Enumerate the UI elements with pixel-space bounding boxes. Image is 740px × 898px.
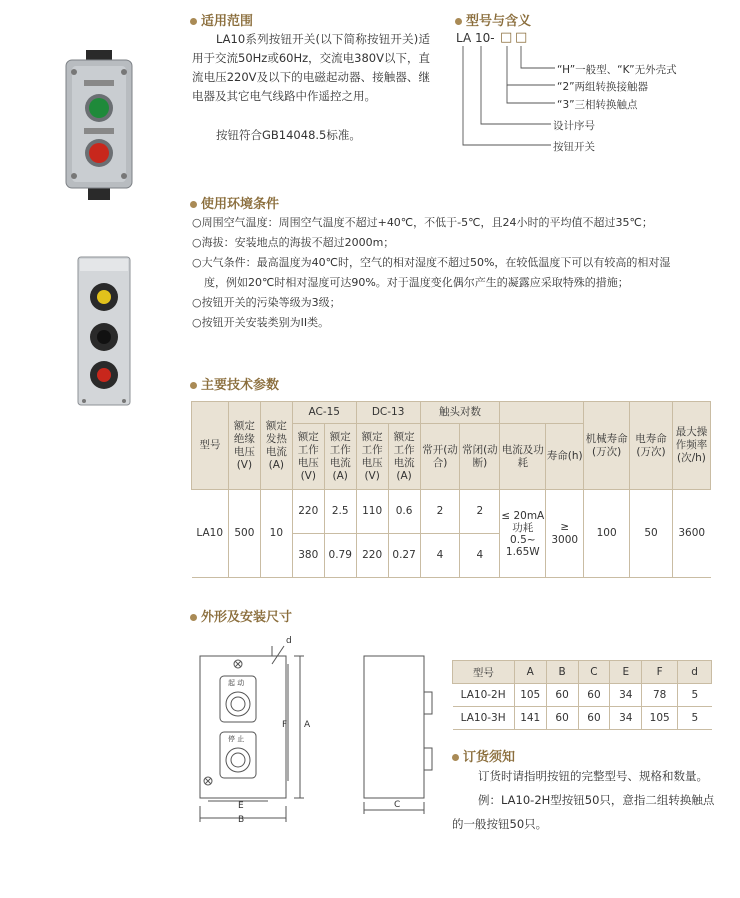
dim-cell: 78: [642, 684, 678, 707]
scope-paragraph: LA10系列按钮开关(以下简称按钮开关)适用于交流50Hz或60Hz，交流电380V以下，直流电压220V及以下的电磁起动器、接触器、继电器及其它电气线路中作遥控之用。: [192, 32, 430, 103]
model-box-2: □: [515, 30, 528, 45]
bullet-icon: [452, 754, 459, 761]
dim-cell: 5: [678, 684, 712, 707]
dim-cell: 141: [514, 707, 546, 730]
dim-label-btn1: 起 动: [228, 679, 245, 687]
environment-title: [190, 193, 279, 212]
bullet-icon: [190, 382, 197, 389]
model-leader-lines: [455, 44, 555, 154]
dimensions-title-text: 外形及安装尺寸: [201, 610, 293, 625]
model-desc-switch: 按钮开关: [553, 141, 595, 153]
model-box-1: □: [500, 30, 513, 45]
side-view-drawing: [356, 652, 436, 816]
bullet-icon: [190, 614, 197, 621]
th-rated-thermal-current: 额定发热电流(A): [260, 402, 292, 490]
model-desc-type: “H”一般型、“K”无外壳式: [557, 64, 677, 76]
dim-cell: 105: [514, 684, 546, 707]
dim-label-d: d: [286, 636, 292, 646]
env-item-install: ○按钮开关安装类别为II类。: [192, 316, 330, 329]
env-item-pollution: ○按钮开关的污染等级为3级；: [192, 296, 341, 309]
th-mech-life: 机械寿命(万次): [584, 402, 630, 490]
table-row: [453, 707, 712, 730]
dim-th-c: C: [578, 661, 610, 684]
cell-ith: 10: [260, 490, 292, 578]
env-item-altitude: ○海拔：安装地点的海拔不超过2000m；: [192, 236, 395, 249]
dim-cell: 60: [578, 684, 610, 707]
th-ac-current: 额定工作电流(A): [324, 424, 356, 490]
scope-title: [190, 10, 253, 29]
dimensions-title: [190, 606, 292, 625]
specs-title-text: 主要技术参数: [201, 378, 280, 393]
table-row: [453, 684, 712, 707]
order-line-1: 订货时请指明按钮的完整型号、规格和数量。: [478, 769, 708, 783]
cell-elec: 50: [630, 490, 673, 578]
bullet-icon: [455, 18, 462, 25]
env-item-temperature: ○周围空气温度：周围空气温度不超过+40℃，不低于-5℃，且24小时的平均值不超过35℃；: [192, 216, 653, 229]
th-model: 型号: [192, 402, 229, 490]
order-title: [452, 746, 515, 765]
dim-label-c: C: [394, 800, 401, 810]
model-code: LA 10-: [456, 31, 495, 45]
product-photo-3-button: [76, 255, 132, 407]
front-view-drawing: [190, 636, 330, 826]
th-dc-voltage: 额定工作电压(V): [356, 424, 388, 490]
model-title-text: 型号与含义: [466, 14, 532, 29]
cell-ui: 500: [228, 490, 260, 578]
cell-power: ≤ 20mA 功耗 0.5~ 1.65W: [500, 490, 546, 578]
cell-r1-ac-voltage: 220: [292, 490, 324, 534]
cell-life: ≥ 3000: [546, 490, 584, 578]
specs-table: [191, 401, 711, 578]
dim-label-e: E: [238, 801, 244, 811]
env-item-atmosphere-cont: 度，例如20℃时相对湿度可达90%。对于温度变化偶尔产生的凝露应采取特殊的措施；: [204, 276, 629, 289]
th-dc-current: 额定工作电流(A): [388, 424, 420, 490]
dim-cell: 34: [610, 684, 642, 707]
scope-standard: 按钮符合GB14048.5标准。: [216, 128, 361, 142]
dim-cell: 34: [610, 707, 642, 730]
th-normally-open: 常开(动合): [420, 424, 460, 490]
model-title: [455, 10, 531, 29]
dim-cell: LA10-2H: [453, 684, 515, 707]
cell-r1-no: 2: [420, 490, 460, 534]
dim-th-f: F: [642, 661, 678, 684]
product-photo-2-button: [62, 50, 136, 200]
cell-r1-dc-voltage: 110: [356, 490, 388, 534]
dim-cell: 60: [546, 707, 578, 730]
cell-r1-ac-current: 2.5: [324, 490, 356, 534]
dim-cell: 105: [642, 707, 678, 730]
order-title-text: 订货须知: [463, 750, 516, 765]
dim-cell: 60: [578, 707, 610, 730]
dim-cell: 60: [546, 684, 578, 707]
dim-th-model: 型号: [453, 661, 515, 684]
th-lifetime: 寿命(h): [546, 424, 584, 490]
cell-r2-no: 4: [420, 534, 460, 578]
bullet-icon: [190, 18, 197, 25]
th-elec-life: 电寿命(万次): [630, 402, 673, 490]
specs-title: [190, 374, 279, 393]
cell-mech: 100: [584, 490, 630, 578]
th-normally-closed: 常闭(动断): [460, 424, 500, 490]
order-line-3: 的一般按钮50只。: [452, 817, 548, 831]
th-dc13: DC-13: [356, 402, 420, 424]
model-desc-2: “2”两组转换接触器: [557, 81, 649, 93]
cell-r2-ac-voltage: 380: [292, 534, 324, 578]
dim-cell: 5: [678, 707, 712, 730]
th-ac-voltage: 额定工作电压(V): [292, 424, 324, 490]
dim-th-b: B: [546, 661, 578, 684]
dim-label-b: B: [238, 815, 245, 825]
th-blank: [500, 402, 584, 424]
th-rated-insulation-voltage: 额定绝缘电压(V): [228, 402, 260, 490]
cell-model: LA10: [192, 490, 229, 578]
cell-r2-ac-current: 0.79: [324, 534, 356, 578]
th-contacts: 触头对数: [420, 402, 500, 424]
cell-r1-nc: 2: [460, 490, 500, 534]
cell-r2-dc-voltage: 220: [356, 534, 388, 578]
cell-r2-dc-current: 0.27: [388, 534, 420, 578]
th-current-power: 电流及功耗: [500, 424, 546, 490]
scope-title-text: 适用范围: [201, 14, 254, 29]
dim-th-d: d: [678, 661, 712, 684]
environment-title-text: 使用环境条件: [201, 197, 280, 212]
bullet-icon: [190, 201, 197, 208]
cell-r1-dc-current: 0.6: [388, 490, 420, 534]
model-desc-design: 设计序号: [553, 120, 595, 132]
env-item-atmosphere: ○大气条件：最高温度为40℃时，空气的相对湿度不超过50%，在较低温度下可以有较高的相对湿: [192, 256, 671, 269]
dim-label-a: A: [304, 720, 311, 730]
cell-r2-nc: 4: [460, 534, 500, 578]
model-desc-3: “3”三相转换触点: [557, 99, 638, 111]
th-max-frequency: 最大操作频率(次/h): [672, 402, 710, 490]
order-line-2: 例：LA10-2H型按钮50只，意指二组转换触点: [478, 793, 715, 807]
th-ac15: AC-15: [292, 402, 356, 424]
cell-freq: 3600: [672, 490, 710, 578]
dim-label-btn2: 停 止: [228, 735, 245, 743]
dim-th-a: A: [514, 661, 546, 684]
dim-th-e: E: [610, 661, 642, 684]
dim-label-f: F: [282, 720, 288, 730]
dimension-table: [452, 660, 712, 730]
dim-cell: LA10-3H: [453, 707, 515, 730]
